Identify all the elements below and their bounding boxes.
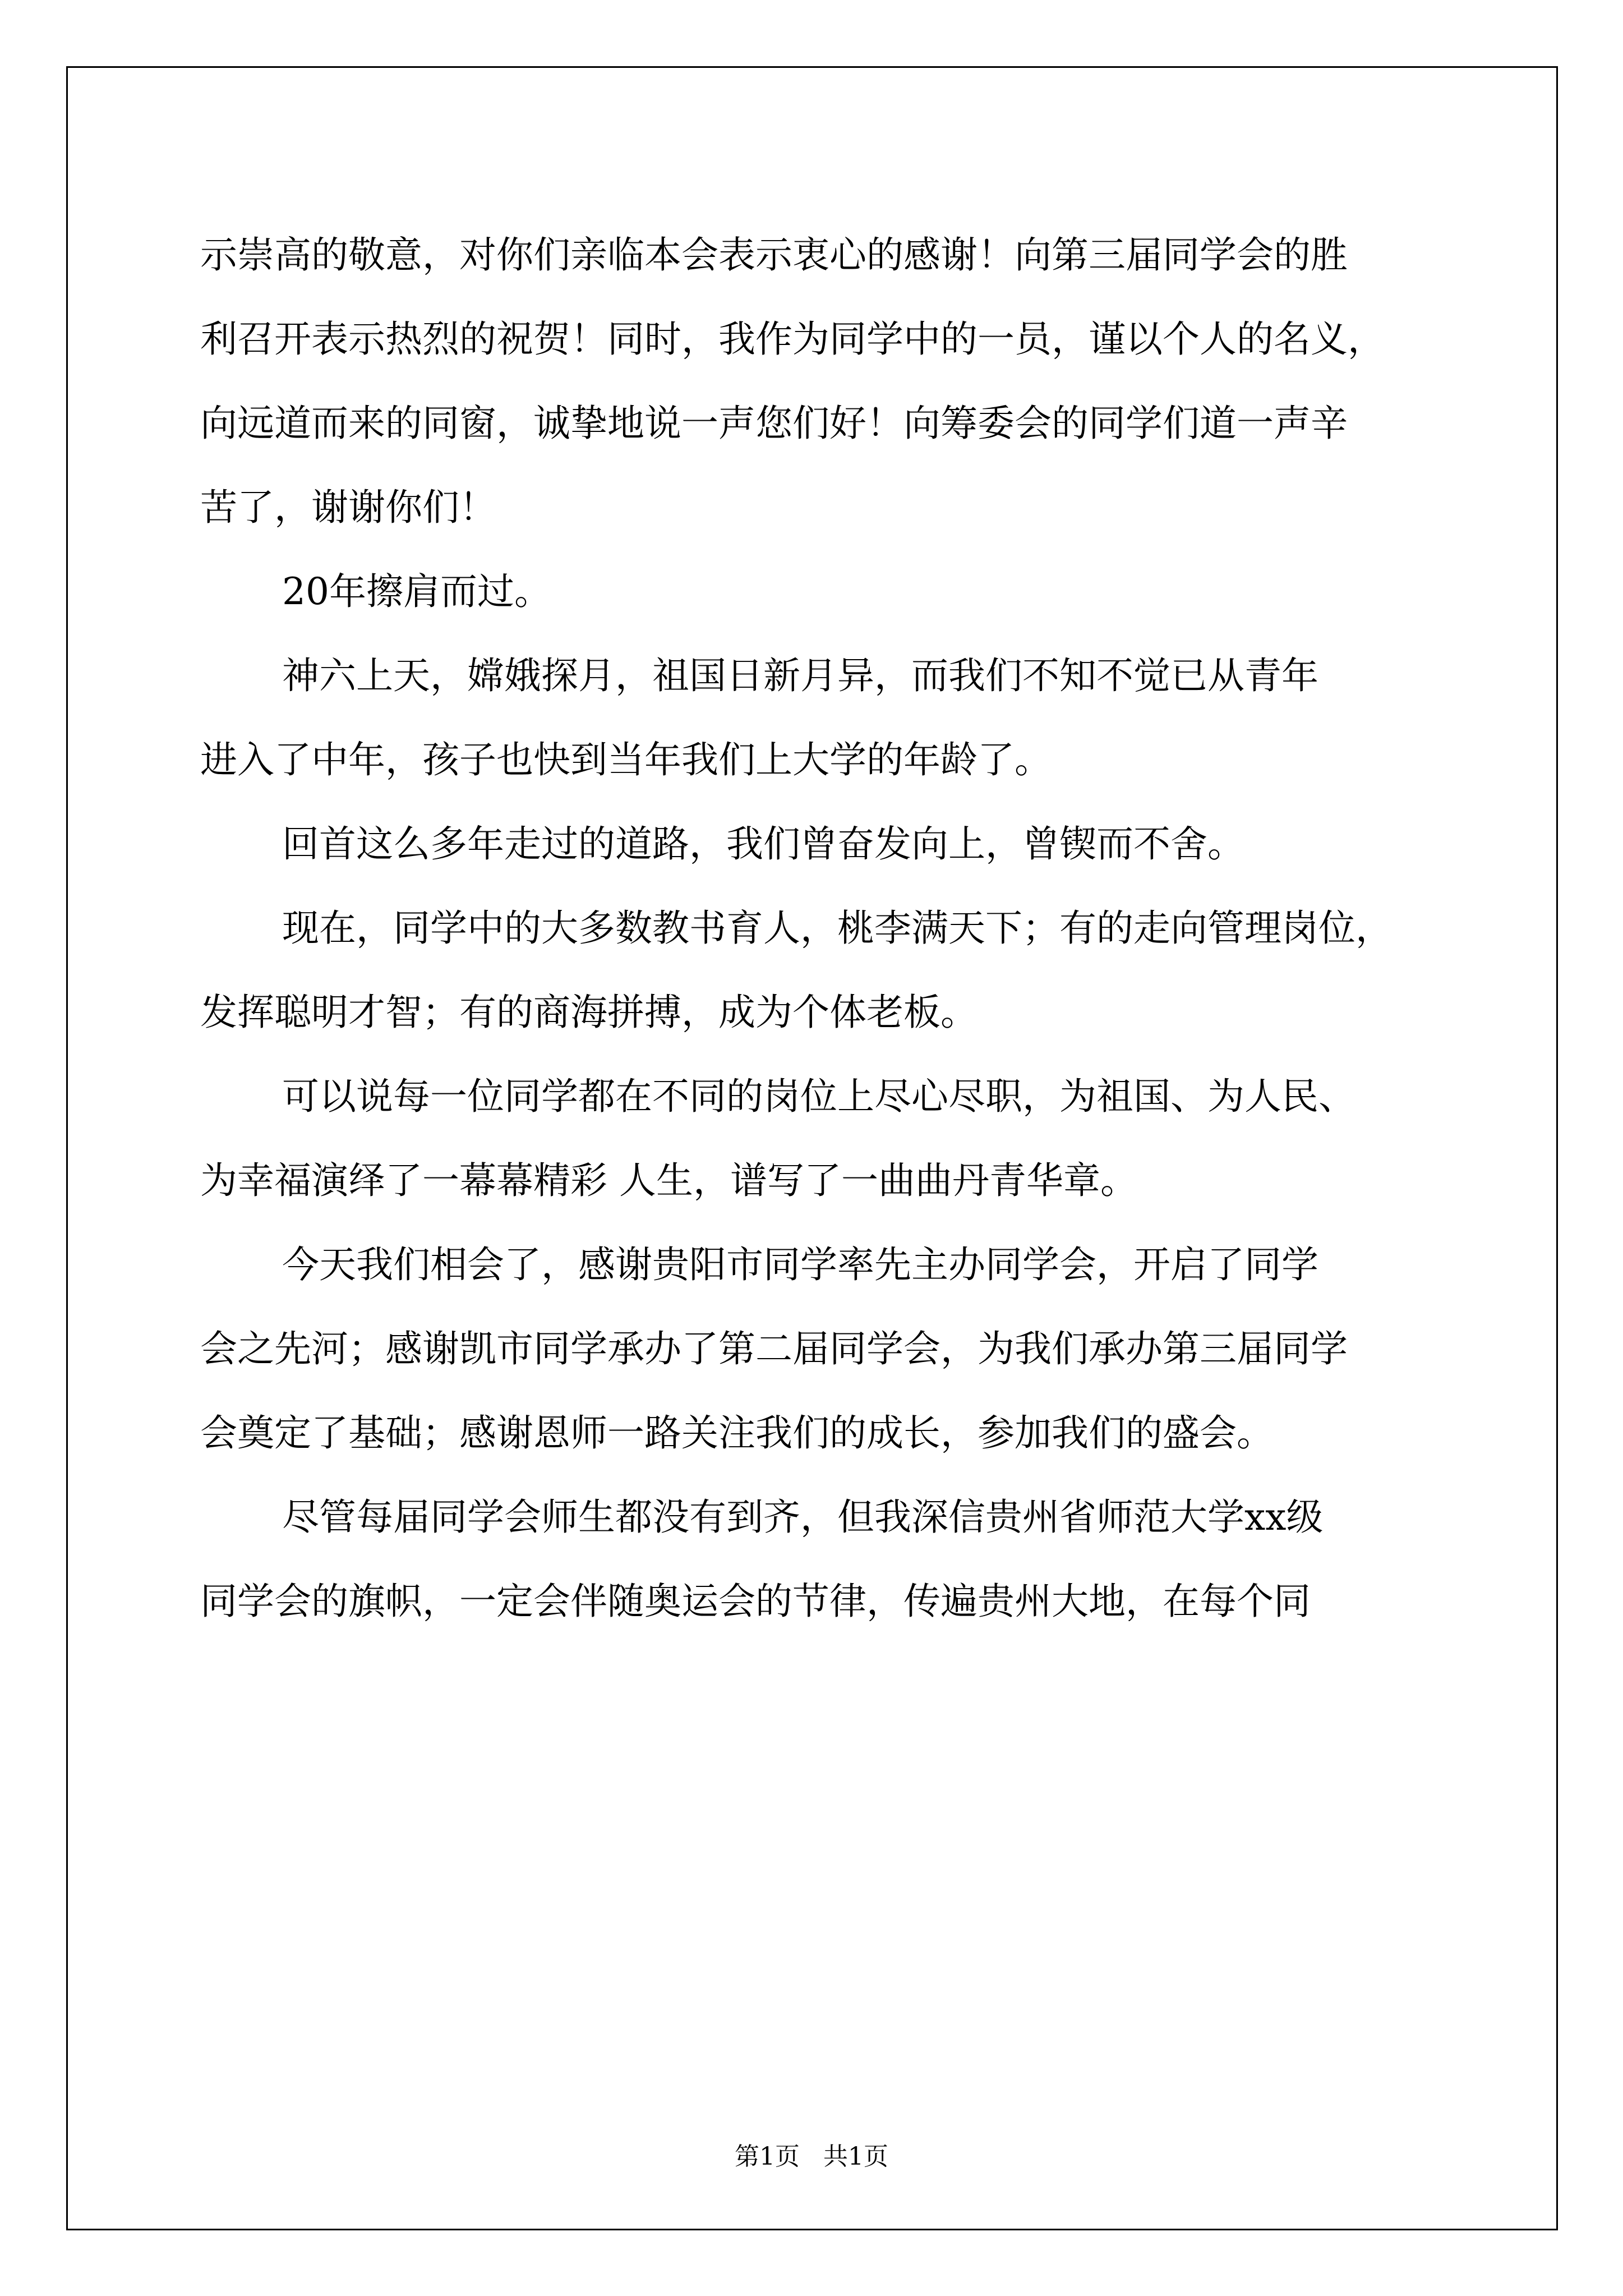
- paragraph-1-line-4: 苦了，谢谢你们！: [200, 486, 496, 529]
- document-body: [200, 213, 1432, 1644]
- paragraph-6-line-2: 为幸福演绎了一幕幕精彩 人生，谱写了一曲曲丹青华章。: [200, 1159, 1137, 1202]
- paragraph-1-line-1: 示崇高的敬意，对你们亲临本会表示衷心的感谢！向第三届同学会的胜: [200, 233, 1348, 277]
- paragraph-1-line-2: 利召开表示热烈的祝贺！同时，我作为同学中的一员，谨以个人的名义，: [200, 318, 1385, 361]
- paragraph-3-line-2: 进入了中年，孩子也快到当年我们上大学的年龄了。: [200, 738, 1052, 781]
- paragraph-8-line-1: 尽管每届同学会师生都没有到齐，但我深信贵州省师范大学xx级: [282, 1496, 1324, 1539]
- paragraph-1-line-3: 向远道而来的同窗，诚挚地说一声您们好！向筹委会的同学们道一声辛: [200, 402, 1348, 445]
- page-footer: 第1页 共1页: [735, 2142, 888, 2171]
- paragraph-7-line-1: 今天我们相会了，感谢贵阳市同学率先主办同学会，开启了同学: [282, 1243, 1318, 1286]
- paragraph-8-line-2: 同学会的旗帜，一定会伴随奥运会的节律，传遍贵州大地，在每个同: [200, 1580, 1311, 1623]
- paragraph-2-line-1: 20年擦肩而过。: [282, 570, 551, 613]
- paragraph-5-line-2: 发挥聪明才智；有的商海拼搏，成为个体老板。: [200, 991, 978, 1034]
- paragraph-7-line-2: 会之先河；感谢凯市同学承办了第二届同学会，为我们承办第三届同学: [200, 1327, 1348, 1370]
- paragraph-3-line-1: 神六上天，嫦娥探月，祖国日新月异，而我们不知不觉已从青年: [282, 654, 1318, 697]
- paragraph-6-line-1: 可以说每一位同学都在不同的岗位上尽心尽职，为祖国、为人民、: [282, 1075, 1355, 1118]
- paragraph-7-line-3: 会奠定了基础；感谢恩师一路关注我们的成长，参加我们的盛会。: [200, 1411, 1274, 1455]
- paragraph-5-line-1: 现在，同学中的大多数教书育人，桃李满天下；有的走向管理岗位，: [282, 907, 1393, 950]
- paragraph-4-line-1: 回首这么多年走过的道路，我们曾奋发向上，曾锲而不舍。: [282, 822, 1244, 866]
